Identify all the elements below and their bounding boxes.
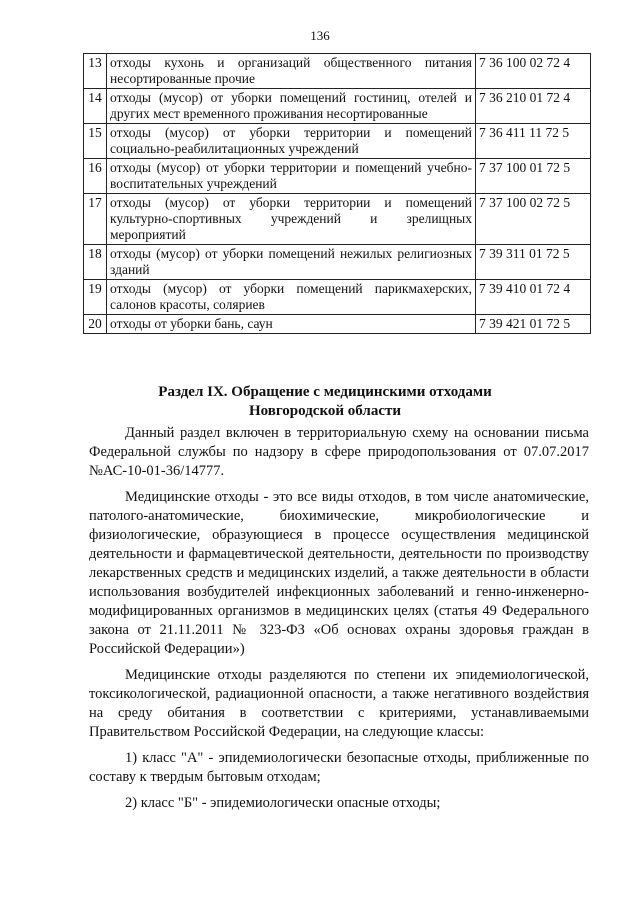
table-row <box>84 89 591 124</box>
paragraph: 1) класс "А" - эпидемиологически безопасные отходы, приближенные по составу к твердым бытовым отходам; <box>89 750 589 785</box>
fkko-code: 7 36 411 11 72 5 <box>476 124 591 159</box>
waste-description: отходы (мусор) от уборки территории и помещений культурно-спортивных учреждений и зрелищных мероприятий <box>107 194 476 245</box>
table-row <box>84 280 591 315</box>
fkko-code: 7 36 100 02 72 4 <box>476 54 591 89</box>
paragraph: Данный раздел включен в территориальную схему на основании письма Федеральной службы по надзору в сфере природопользования от 07.07.2017 №АС-10-01-36/14777. <box>89 425 589 479</box>
row-number: 20 <box>84 315 107 334</box>
table-row <box>84 124 591 159</box>
paragraph: 2) класс "Б" - эпидемиологически опасные отходы; <box>125 795 441 811</box>
fkko-code: 7 37 100 01 72 5 <box>476 159 591 194</box>
row-number: 17 <box>84 194 107 245</box>
page-number: 136 <box>310 28 330 43</box>
section-heading: Раздел IX. Обращение с медицинскими отходами Новгородской области <box>158 384 492 419</box>
paragraph: Медицинские отходы разделяются по степени их эпидемиологической, токсикологической, радиационной опасности, а также негативного воздействия на среду обитания в соответствии с критериями, устанавливаемыми Правительством Российской Федерации, на следующие классы: <box>89 667 589 740</box>
table-row <box>84 194 591 245</box>
waste-description: отходы (мусор) от уборки помещений нежилых религиозных зданий <box>107 245 476 280</box>
table-row <box>84 315 591 334</box>
row-number: 18 <box>84 245 107 280</box>
row-number: 14 <box>84 89 107 124</box>
table-row <box>84 159 591 194</box>
waste-description: отходы (мусор) от уборки территории и помещений учебно-воспитательных учреждений <box>107 159 476 194</box>
fkko-code: 7 39 311 01 72 5 <box>476 245 591 280</box>
fkko-code: 7 36 210 01 72 4 <box>476 89 591 124</box>
table-row <box>84 245 591 280</box>
fkko-code: 7 39 410 01 72 4 <box>476 280 591 315</box>
fkko-code: 7 37 100 02 72 5 <box>476 194 591 245</box>
waste-description: отходы (мусор) от уборки помещений парикмахерских, салонов красоты, соляриев <box>107 280 476 315</box>
table-row <box>84 54 591 89</box>
waste-description: отходы (мусор) от уборки помещений гостиниц, отелей и других мест временного проживания несортированные <box>107 89 476 124</box>
waste-description: отходы кухонь и организаций общественного питания несортированные прочие <box>107 54 476 89</box>
paragraph: Медицинские отходы - это все виды отходов, в том числе анатомические, патолого-анатомические, биохимические, микробиологические и физиологические, образующиеся в процессе осуществления медицинской деятельности и фармацевтической деятельности, деятельности по производству лекарственных средств и медицинских изделий, а также деятельности в области использования возбудителей инфекционных заболеваний и генно-инженерно-модифицированных организмов в медицинских целях (статья 49 Федерального закона от 21.11.2011 № 323-ФЗ «Об основах охраны здоровья граждан в Российской Федерации») <box>89 489 589 657</box>
waste-description: отходы от уборки бань, саун <box>107 315 476 334</box>
row-number: 15 <box>84 124 107 159</box>
row-number: 16 <box>84 159 107 194</box>
section-body <box>89 424 589 820</box>
row-number: 13 <box>84 54 107 89</box>
row-number: 19 <box>84 280 107 315</box>
waste-description: отходы (мусор) от уборки территории и помещений социально-реабилитационных учреждений <box>107 124 476 159</box>
waste-table <box>83 53 591 334</box>
fkko-code: 7 39 421 01 72 5 <box>476 315 591 334</box>
